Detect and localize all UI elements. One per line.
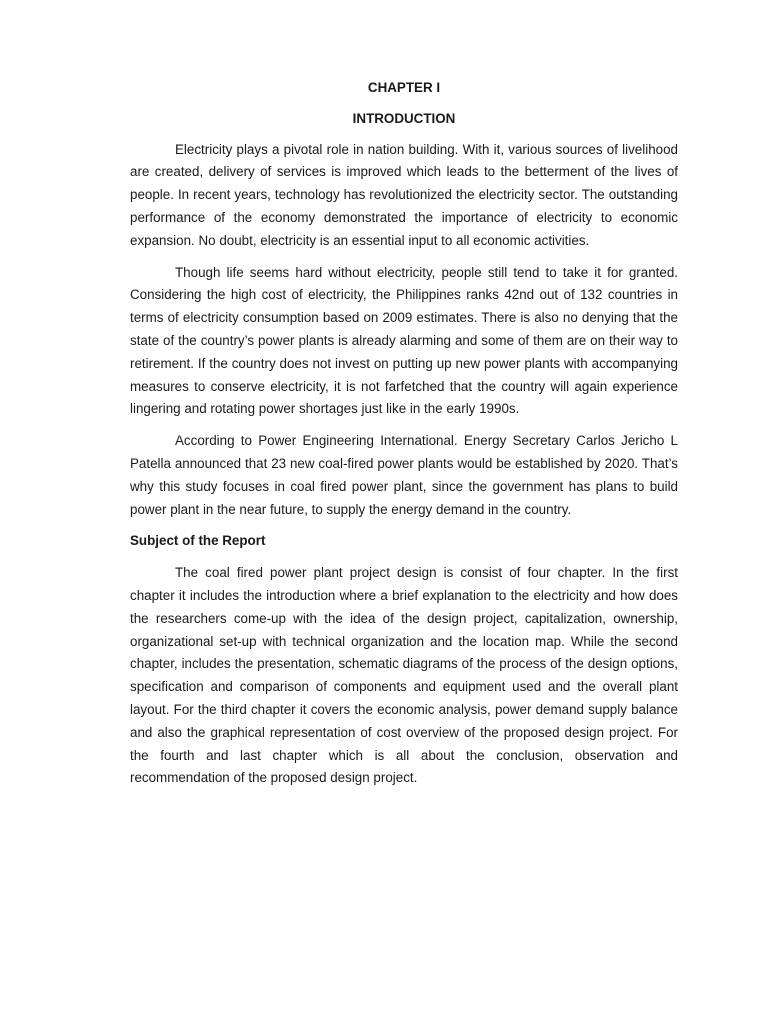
- paragraph-2: Though life seems hard without electricity, people still tend to take it for granted. Considering the high cost of electricity, the Philippines ranks 42nd out of 132 countries in terms of electricity consumption based on 2009 estimates. There is also no denying that the state of the country’s power plants is already alarming and some of them are on their way to retirement. If the country does not invest on putting up new power plants with accompanying measures to conserve electricity, it is not farfetched that the country will again experience lingering and rotating power shortages just like in the early 1990s.: [130, 264, 678, 417]
- chapter-heading: CHAPTER I: [367, 80, 441, 95]
- paragraph-3: According to Power Engineering International. Energy Secretary Carlos Jericho L Patella announced that 23 new coal-fired power plants would be established by 2020. That’s why this study focuses in coal fired power plant, since the government has plans to build power plant in the near future, to supply the energy demand in the country.: [130, 433, 678, 517]
- page-title: INTRODUCTION: [352, 110, 456, 126]
- document-page: [130, 77, 678, 799]
- paragraph-subject: The coal fired power plant project design is consist of four chapter. In the first chapter it includes the introduction where a brief explanation to the electricity and how does the researchers come-up with the idea of the design project, capitalization, ownership, organizational set-up with technical organization and the location map. While the second chapter, includes the presentation, schematic diagrams of the process of the design options, specification and comparison of components and equipment used and the overall plant layout. For the third chapter it covers the economic analysis, power demand supply balance and also the graphical representation of cost overview of the proposed design project. For the fourth and last chapter which is all about the conclusion, observation and recommendation of the proposed design project.: [130, 565, 678, 786]
- section-heading-subject: Subject of the Report: [130, 533, 266, 549]
- paragraph-1: Electricity plays a pivotal role in nation building. With it, various sources of livelihood are created, delivery of services is improved which leads to the betterment of the lives of people. In recent years, technology has revolutionized the electricity sector. The outstanding performance of the economy demonstrated the importance of electricity to economic expansion. No doubt, electricity is an essential input to all economic activities.: [130, 141, 678, 248]
